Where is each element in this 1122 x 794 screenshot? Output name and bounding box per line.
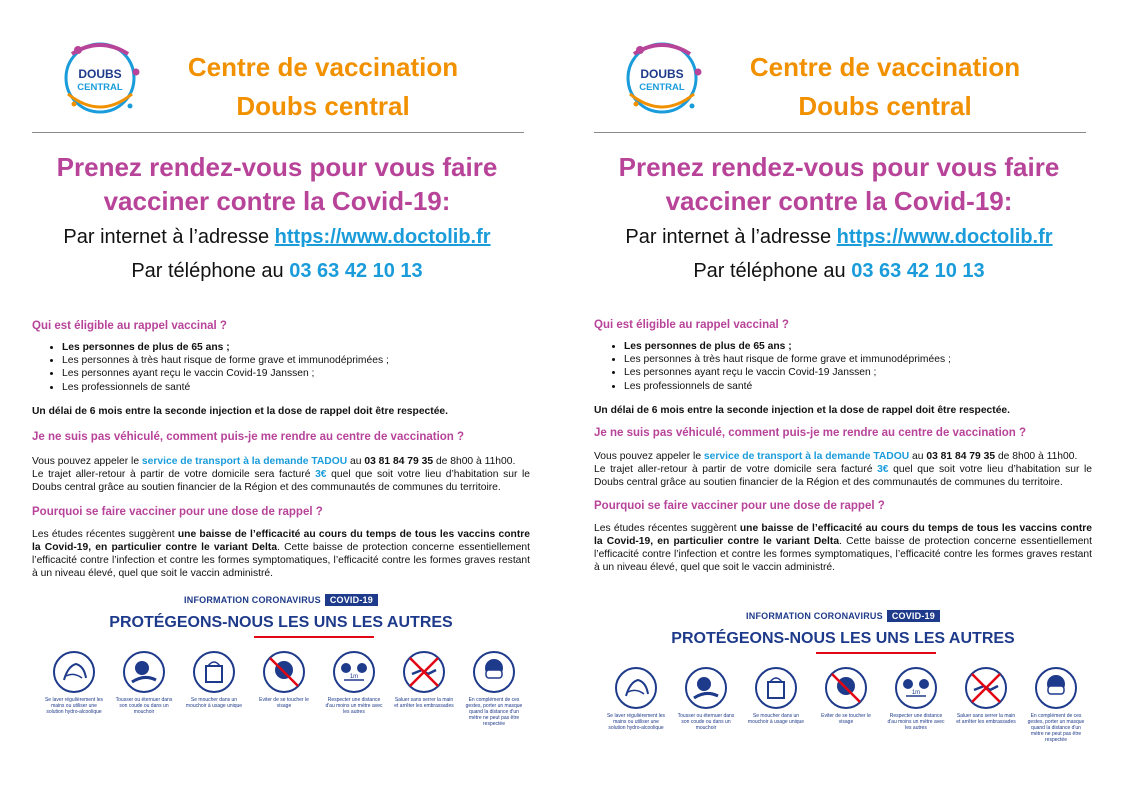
gesture-label: Se laver régulièrement les mains ou utiliser une solution hydro-alcoolique bbox=[606, 713, 666, 731]
phone-number: 03 63 42 10 13 bbox=[851, 260, 985, 282]
q3-title: Pourquoi se faire vacciner pour une dose de rappel ? bbox=[594, 500, 885, 512]
mask-icon bbox=[472, 650, 516, 694]
booster-paragraph bbox=[32, 528, 530, 580]
gesture-label: Eviter de se toucher le visage bbox=[259, 697, 309, 709]
phone-line bbox=[584, 260, 1094, 283]
delay-note: Un délai de 6 mois entre la seconde injection et la dose de rappel doit être respectée. bbox=[594, 405, 1011, 416]
gesture-item bbox=[606, 666, 666, 731]
no-handshake-icon bbox=[402, 650, 446, 694]
internet-line bbox=[584, 226, 1094, 249]
delay-note: Un délai de 6 mois entre la seconde injection et la dose de rappel doit être respectée. bbox=[32, 406, 449, 417]
centre-title-line2: Doubs central bbox=[798, 91, 972, 121]
coronavirus-banner bbox=[594, 604, 1092, 754]
centre-title-line1: Centre de vaccination bbox=[749, 52, 1021, 82]
gesture-label: Saluer sans serrer la main et arrêter les embrassades bbox=[394, 697, 454, 709]
text: Le trajet aller-retour à partir de votre domicile sera facturé bbox=[32, 469, 316, 480]
text: . Cette baisse de protection concerne essentiellement l’efficacité contre l’infection et contre les formes symptomatiques, l’efficacité contre les formes graves restant à un niveau élevé, quel que soit le vaccin administré. bbox=[32, 542, 531, 579]
gesture-item bbox=[254, 650, 314, 709]
banner-title: PROTÉGEONS-NOUS LES UNS LES AUTRES bbox=[109, 614, 453, 631]
headline-line1: Prenez rendez-vous pour vous faire bbox=[618, 152, 1060, 182]
booster-paragraph bbox=[594, 522, 1092, 574]
headline-line2: vacciner contre la Covid-19: bbox=[103, 186, 451, 216]
doubs-central-logo bbox=[614, 34, 712, 118]
gesture-item bbox=[816, 666, 876, 725]
headline bbox=[22, 150, 532, 218]
gesture-item bbox=[464, 650, 524, 727]
coronavirus-banner bbox=[32, 588, 530, 738]
list-item: • Les personnes à très haut risque de forme grave et immunodéprimées ; bbox=[62, 354, 389, 367]
no-face-touch-icon bbox=[824, 666, 868, 710]
list-item: • Les personnes ayant reçu le vaccin Covid-19 Janssen ; bbox=[624, 366, 951, 379]
banner-title: PROTÉGEONS-NOUS LES UNS LES AUTRES bbox=[671, 630, 1015, 647]
internet-prefix: Par internet à l’adresse bbox=[63, 226, 275, 248]
gesture-item bbox=[394, 650, 454, 709]
list-item: • Les professionnels de santé bbox=[62, 381, 389, 394]
hand-wash-icon bbox=[52, 650, 96, 694]
cough-elbow-icon bbox=[122, 650, 166, 694]
hand-wash-icon bbox=[614, 666, 658, 710]
eligibility-list bbox=[600, 340, 951, 393]
covid-tag: COVID-19 bbox=[887, 610, 940, 622]
list-item: • Les personnes à très haut risque de forme grave et immunodéprimées ; bbox=[624, 353, 951, 366]
red-accent bbox=[254, 636, 374, 638]
eligibility-list bbox=[38, 341, 389, 394]
gesture-item bbox=[956, 666, 1016, 725]
list-item: • Les personnes de plus de 65 ans ; bbox=[624, 340, 951, 353]
text: . Cette baisse de protection concerne essentiellement l’efficacité contre l’infection et contre les formes symptomatiques, l’efficacité contre les formes graves restant à un niveau élevé, quel que soit le vaccin administré. bbox=[594, 536, 1093, 573]
text-bold: une baisse de l’efficacité au cours du temps de tous les vaccins contre la Covid-19, en particulier contre le variant Delta bbox=[594, 523, 1092, 547]
text: au bbox=[347, 456, 365, 467]
transport-paragraph bbox=[32, 455, 530, 494]
tissue-icon bbox=[754, 666, 798, 710]
gesture-label: Tousser ou éternuer dans son coude ou dans un mouchoir bbox=[677, 713, 735, 731]
text: de 8h00 à 11h00. bbox=[433, 456, 516, 467]
flyer-left bbox=[22, 0, 567, 794]
text: Vous pouvez appeler le bbox=[594, 451, 704, 462]
q1-title: Qui est éligible au rappel vaccinal ? bbox=[32, 320, 227, 332]
info-row bbox=[32, 594, 530, 606]
phone-prefix: Par téléphone au bbox=[693, 260, 852, 282]
transport-number: 03 81 84 79 35 bbox=[364, 456, 434, 467]
headline-line1: Prenez rendez-vous pour vous faire bbox=[56, 152, 498, 182]
text-bold: une baisse de l’efficacité au cours du temps de tous les vaccins contre la Covid-19, en particulier contre le variant Delta bbox=[32, 529, 530, 553]
q2-title: Je ne suis pas véhiculé, comment puis-je me rendre au centre de vaccination ? bbox=[594, 427, 1027, 439]
centre-title-line2: Doubs central bbox=[236, 91, 410, 121]
gesture-label: Tousser ou éternuer dans son coude ou dans un mouchoir bbox=[115, 697, 173, 715]
centre-title-line1: Centre de vaccination bbox=[187, 52, 459, 82]
gesture-label: Se laver régulièrement les mains ou utiliser une solution hydro-alcoolique bbox=[44, 697, 104, 715]
gesture-item bbox=[1026, 666, 1086, 743]
headline-line2: vacciner contre la Covid-19: bbox=[665, 186, 1013, 216]
text: Les études récentes suggèrent bbox=[32, 529, 178, 540]
gesture-item bbox=[44, 650, 104, 715]
transport-number: 03 81 84 79 35 bbox=[926, 451, 996, 462]
info-label: INFORMATION CORONAVIRUS bbox=[184, 595, 321, 605]
gesture-icons bbox=[44, 650, 524, 740]
doubs-central-logo bbox=[52, 34, 150, 118]
text: quel que soit votre lieu d’habitation sur le Doubs central grâce au soutien financier de la Région et des communautés de communes du territoire. bbox=[32, 469, 530, 493]
list-item: • Les professionnels de santé bbox=[624, 380, 951, 393]
svg-text:DOUBS: DOUBS bbox=[640, 67, 684, 81]
gesture-label: Eviter de se toucher le visage bbox=[821, 713, 871, 725]
gesture-label: Se moucher dans un mouchoir à usage unique bbox=[185, 697, 243, 709]
doctolib-link[interactable]: https://www.doctolib.fr bbox=[274, 226, 491, 248]
list-item: • Les personnes de plus de 65 ans ; bbox=[62, 341, 389, 354]
gesture-item bbox=[746, 666, 806, 725]
gesture-item bbox=[184, 650, 244, 709]
gesture-label: Saluer sans serrer la main et arrêter les embrassades bbox=[956, 713, 1016, 725]
internet-line bbox=[22, 226, 532, 249]
divider bbox=[594, 132, 1086, 133]
svg-text:CENTRAL: CENTRAL bbox=[77, 82, 123, 93]
list-item: • Les personnes ayant reçu le vaccin Covid-19 Janssen ; bbox=[62, 367, 389, 380]
distance-icon bbox=[894, 666, 938, 710]
mask-icon bbox=[1034, 666, 1078, 710]
no-handshake-icon bbox=[964, 666, 1008, 710]
svg-text:1m: 1m bbox=[349, 674, 359, 680]
svg-text:DOUBS: DOUBS bbox=[78, 67, 122, 81]
text: Vous pouvez appeler le bbox=[32, 456, 142, 467]
phone-line bbox=[22, 260, 532, 283]
text: au bbox=[909, 451, 927, 462]
red-accent bbox=[816, 652, 936, 654]
text: Les études récentes suggèrent bbox=[594, 523, 740, 534]
divider bbox=[32, 132, 524, 133]
headline bbox=[584, 150, 1094, 218]
centre-title bbox=[158, 48, 488, 126]
phone-prefix: Par téléphone au bbox=[131, 260, 290, 282]
gesture-label: Respecter une distance d'au moins un mètre avec les autres bbox=[325, 697, 383, 715]
gesture-item bbox=[886, 666, 946, 731]
text: quel que soit votre lieu d’habitation sur le Doubs central grâce au soutien financier de la Région et des communautés de communes du territoire. bbox=[594, 464, 1092, 488]
info-label: INFORMATION CORONAVIRUS bbox=[746, 611, 883, 621]
cough-elbow-icon bbox=[684, 666, 728, 710]
transport-service: service de transport à la demande TADOU bbox=[703, 451, 910, 462]
transport-service: service de transport à la demande TADOU bbox=[141, 456, 348, 467]
no-face-touch-icon bbox=[262, 650, 306, 694]
centre-title bbox=[720, 48, 1050, 126]
q3-title: Pourquoi se faire vacciner pour une dose de rappel ? bbox=[32, 506, 323, 518]
gesture-label: En complément de ces gestes, porter un masque quand la distance d'un mètre ne peut pas être respectée bbox=[465, 697, 523, 727]
transport-price: 3€ bbox=[315, 469, 327, 480]
transport-paragraph bbox=[594, 450, 1092, 489]
covid-tag: COVID-19 bbox=[325, 594, 378, 606]
gesture-label: Se moucher dans un mouchoir à usage unique bbox=[747, 713, 805, 725]
text: de 8h00 à 11h00. bbox=[995, 451, 1078, 462]
info-row bbox=[594, 610, 1092, 622]
gesture-item bbox=[114, 650, 174, 715]
internet-prefix: Par internet à l’adresse bbox=[625, 226, 837, 248]
gesture-label: Respecter une distance d'au moins un mètre avec les autres bbox=[887, 713, 945, 731]
doctolib-link[interactable]: https://www.doctolib.fr bbox=[836, 226, 1053, 248]
gesture-label: En complément de ces gestes, porter un masque quand la distance d'un mètre ne peut pas être respectée bbox=[1027, 713, 1085, 743]
phone-number: 03 63 42 10 13 bbox=[289, 260, 423, 282]
q1-title: Qui est éligible au rappel vaccinal ? bbox=[594, 319, 789, 331]
svg-text:1m: 1m bbox=[911, 690, 921, 696]
gesture-icons bbox=[606, 666, 1086, 756]
transport-price: 3€ bbox=[877, 464, 889, 475]
q2-title: Je ne suis pas véhiculé, comment puis-je me rendre au centre de vaccination ? bbox=[32, 431, 465, 443]
gesture-item bbox=[324, 650, 384, 715]
gesture-item bbox=[676, 666, 736, 731]
flyer-right bbox=[584, 0, 1122, 794]
text: Le trajet aller-retour à partir de votre domicile sera facturé bbox=[594, 464, 878, 475]
distance-icon bbox=[332, 650, 376, 694]
tissue-icon bbox=[192, 650, 236, 694]
svg-text:CENTRAL: CENTRAL bbox=[639, 82, 685, 93]
